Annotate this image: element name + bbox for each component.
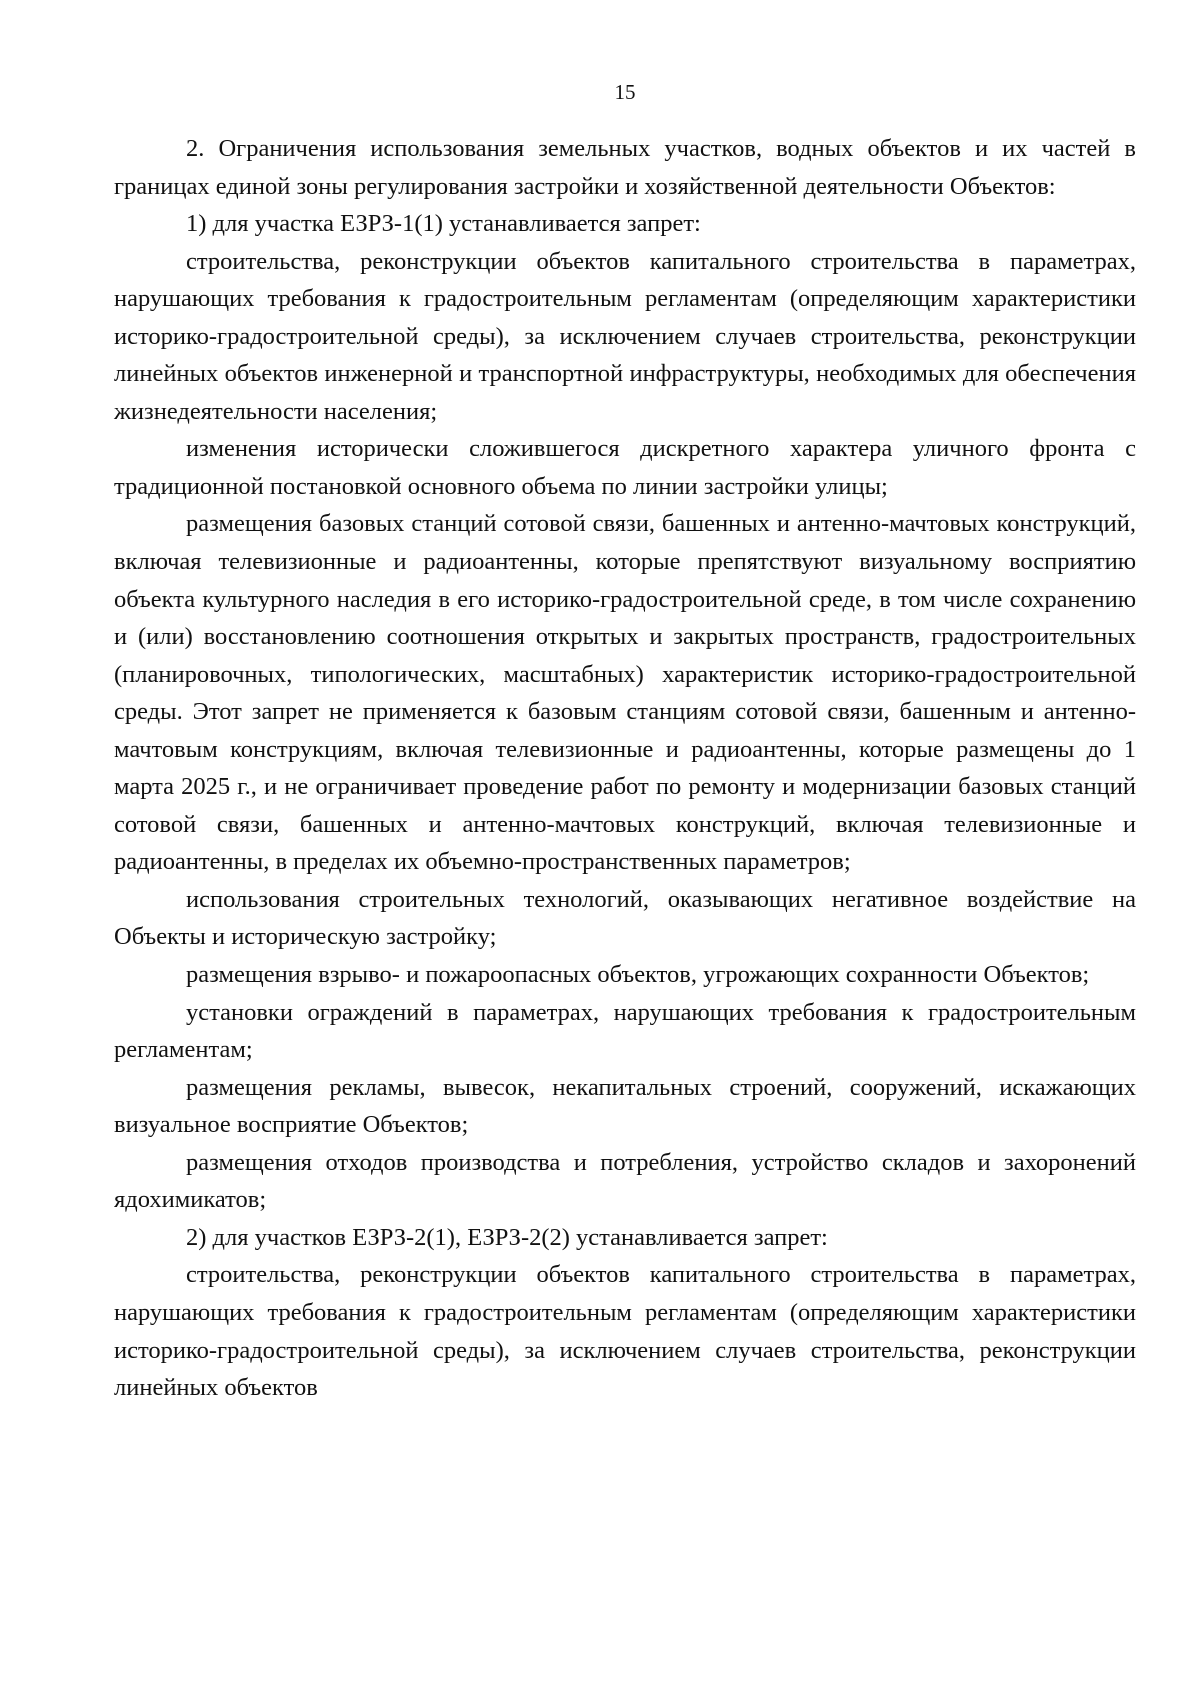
paragraph-section-2-heading: 2. Ограничения использования земельных участков, водных объектов и их частей в границах единой зоны регулирования застройки и хозяйственной деятельности Объектов: [114,135,1136,200]
paragraph-ban-hazardous-objects: размещения взрыво- и пожароопасных объектов, угрожающих сохранности Объектов; [186,961,1090,989]
paragraph-item-2-intro: 2) для участков ЕЗРЗ-2(1), ЕЗРЗ-2(2) устанавливается запрет: [186,1223,828,1251]
paragraph-ban-cell-stations: размещения базовых станций сотовой связи, башенных и антенно-мачтовых конструкций, включая телевизионные и радиоантенны, которые препятствуют визуальному восприятию объекта культурного наследия в его историко-градостроительной среде, в том числе сохранению и (или) восстановлению соотношения открытых и закрытых пространств, градостроительных (планировочных, типологических, масштабных) характеристик историко-градостроительной среды. Этот запрет не применяется к базовым станциям сотовой связи, башенным и антенно- мачтовым конструкциям, включая телевизионные и радиоантенны, которые размещены до 1 марта 2025 г., и не ограничивает проведение работ по ремонту и модернизации базовых станций сотовой связи, башенных и антенно-мачтовых конструкций, включая телевизионные и радиоантенны, в пределах их объемно-пространственных параметров; [114,510,1136,876]
paragraph-ban-waste: размещения отходов производства и потребления, устройство складов и захоронений ядохимикатов; [114,1148,1136,1214]
page-number: 15 [614,80,636,104]
paragraph-ban-advertising: размещения рекламы, вывесок, некапитальных строений, сооружений, искажающих визуальное восприятие Объектов; [114,1073,1136,1139]
paragraph-item-1-intro: 1) для участка ЕЗРЗ-1(1) устанавливается запрет: [186,210,701,238]
paragraph-ban-street-front: изменения исторически сложившегося дискретного характера уличного фронта с традиционной постановкой основного объема по линии застройки улицы; [114,435,1136,500]
paragraph-ban-technologies: использования строительных технологий, оказывающих негативное воздействие на Объекты и историческую застройку; [114,885,1136,951]
paragraph-ban-construction: строительства, реконструкции объектов капитального строительства в параметрах, нарушающих требования к градостроительным регламентам (определяющим характеристики историко-градостроительной среды), за исключением случаев строительства, реконструкции линейных объектов инженерной и транспортной инфраструктуры, необходимых для обеспечения жизнедеятельности населения; [114,247,1136,425]
paragraph-ban-fences: установки ограждений в параметрах, нарушающих требования к градостроительным регламентам; [114,998,1136,1064]
document-body [114,130,1136,1407]
paragraph-ban-construction-2: строительства, реконструкции объектов капитального строительства в параметрах, нарушающих требования к градостроительным регламентам (определяющим характеристики историко-градостроительной среды), за исключением случаев строительства, реконструкции линейных объектов [114,1261,1136,1402]
